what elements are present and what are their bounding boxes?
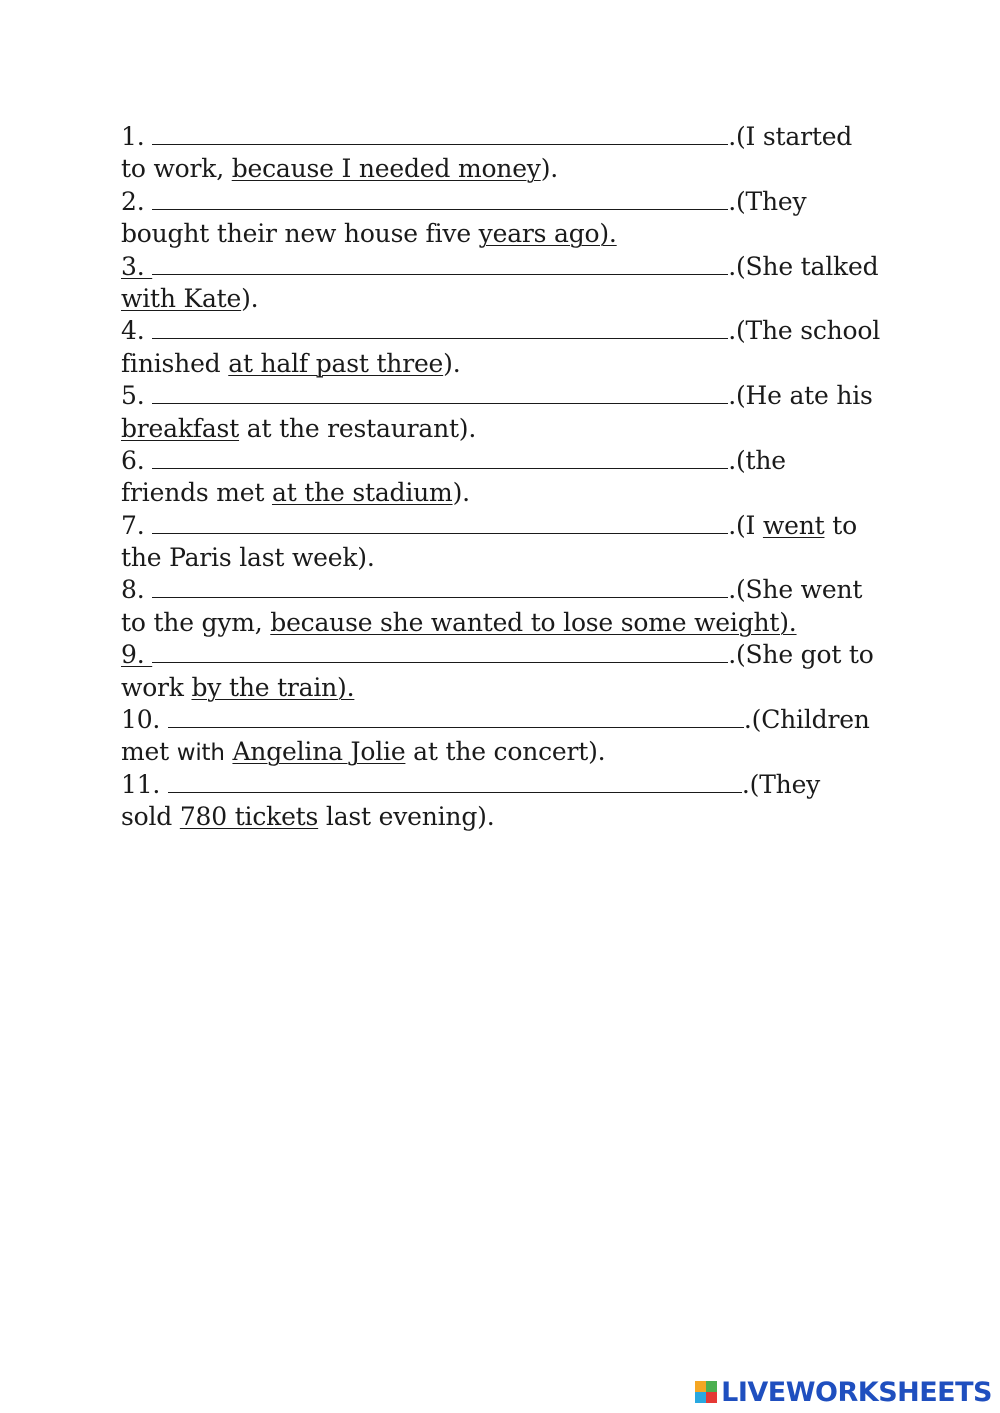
exercise-continuation <box>121 672 901 704</box>
prompt-start: .(They <box>741 769 821 799</box>
exercise-line <box>121 704 901 736</box>
answer-blank[interactable] <box>152 316 728 339</box>
exercise-line <box>121 186 901 218</box>
prompt-segment: finished <box>121 348 229 378</box>
prompt-segment: to the gym, <box>121 607 271 637</box>
exercise-line <box>121 121 901 153</box>
exercise-number: 10. <box>121 705 161 735</box>
answer-blank[interactable] <box>168 770 742 793</box>
exercise-continuation <box>121 218 901 250</box>
exercise-continuation <box>121 542 901 574</box>
prompt-segment: Angelina Jolie <box>232 737 406 767</box>
answer-blank[interactable] <box>152 122 728 145</box>
prompt-segment: to work, <box>121 154 232 184</box>
prompt-start: .(She talked <box>728 251 879 281</box>
exercise-number: 5. <box>121 381 145 411</box>
exercise-number: 1. <box>121 122 145 151</box>
exercise-line <box>121 445 901 477</box>
prompt-segment: at the stadium <box>271 478 453 508</box>
exercise-number: 9. <box>121 640 153 670</box>
liveworksheets-logo <box>695 1375 992 1409</box>
exercise-continuation <box>121 348 901 380</box>
prompt-start: .(The school <box>728 316 881 346</box>
exercise-line <box>121 380 901 412</box>
prompt-segment: breakfast <box>121 413 240 443</box>
prompt-segment: with Kate <box>121 283 242 313</box>
answer-blank[interactable] <box>152 511 728 534</box>
prompt-start: .(I started <box>728 122 853 151</box>
prompt-segment: because she wanted to lose some weight). <box>270 607 797 637</box>
prompt-start: .(Children <box>743 705 870 735</box>
prompt-segment: ). <box>452 478 470 508</box>
prompt-segment: with <box>176 740 225 767</box>
prompt-start: .(He ate his <box>728 381 873 411</box>
worksheet <box>121 121 901 834</box>
prompt-segment: work <box>121 672 192 702</box>
prompt-segment: at half past three <box>228 348 444 378</box>
logo-square-2 <box>706 1381 717 1392</box>
exercise-continuation <box>121 153 901 185</box>
prompt-start: .(She went <box>728 575 863 605</box>
prompt-start: .(She got to <box>728 640 874 670</box>
answer-blank[interactable] <box>152 575 728 598</box>
logo-square-1 <box>695 1381 706 1392</box>
prompt-segment: ). <box>443 348 461 378</box>
exercise-number: 4. <box>121 316 145 346</box>
answer-blank[interactable] <box>152 187 728 210</box>
exercise-line <box>121 251 901 283</box>
exercise-number: 11. <box>121 769 168 799</box>
logo-text: LIVEWORKSHEETS <box>721 1376 992 1408</box>
prompt-segment: ). <box>241 283 259 313</box>
answer-blank[interactable] <box>152 446 728 469</box>
exercise-continuation <box>121 283 901 315</box>
exercise-line <box>121 769 901 801</box>
exercise-continuation <box>121 607 901 639</box>
exercise-continuation <box>121 413 901 445</box>
exercise-number: 7. <box>121 510 145 540</box>
exercise-continuation <box>121 477 901 509</box>
logo-mark-icon <box>695 1381 717 1403</box>
exercise-number: 3. <box>121 251 153 281</box>
prompt-segment: bought their new house five <box>121 219 479 249</box>
prompt-segment: ). <box>540 154 559 184</box>
logo-square-3 <box>695 1392 706 1403</box>
prompt-segment: met <box>121 737 177 767</box>
answer-blank[interactable] <box>168 705 744 728</box>
prompt-segment: at the restaurant). <box>239 413 477 443</box>
prompt-segment: last evening). <box>318 802 495 832</box>
answer-blank[interactable] <box>152 640 728 663</box>
exercise-continuation <box>121 801 901 833</box>
prompt-segment: at the concert). <box>405 737 606 767</box>
prompt-segment: because I needed money <box>231 154 541 184</box>
prompt-segment: 780 tickets <box>179 802 319 832</box>
exercise-number: 8. <box>121 575 145 605</box>
prompt-segment: sold <box>121 802 180 832</box>
answer-blank[interactable] <box>152 252 728 275</box>
logo-square-4 <box>706 1392 717 1403</box>
exercise-line <box>121 574 901 606</box>
exercise-continuation <box>121 736 901 768</box>
prompt-start: .(the <box>728 445 786 475</box>
exercise-line <box>121 639 901 671</box>
exercise-line <box>121 315 901 347</box>
prompt-segment: the Paris last week). <box>121 543 375 573</box>
prompt-segment: friends met <box>121 478 272 508</box>
exercise-number: 6. <box>121 445 145 475</box>
prompt-start: .(I went to <box>728 510 857 540</box>
prompt-segment: by the train). <box>191 672 355 702</box>
exercise-number: 2. <box>121 186 145 216</box>
exercise-line <box>121 510 901 542</box>
answer-blank[interactable] <box>152 381 728 404</box>
prompt-segment: years ago). <box>478 219 617 249</box>
prompt-start: .(They <box>728 186 807 216</box>
